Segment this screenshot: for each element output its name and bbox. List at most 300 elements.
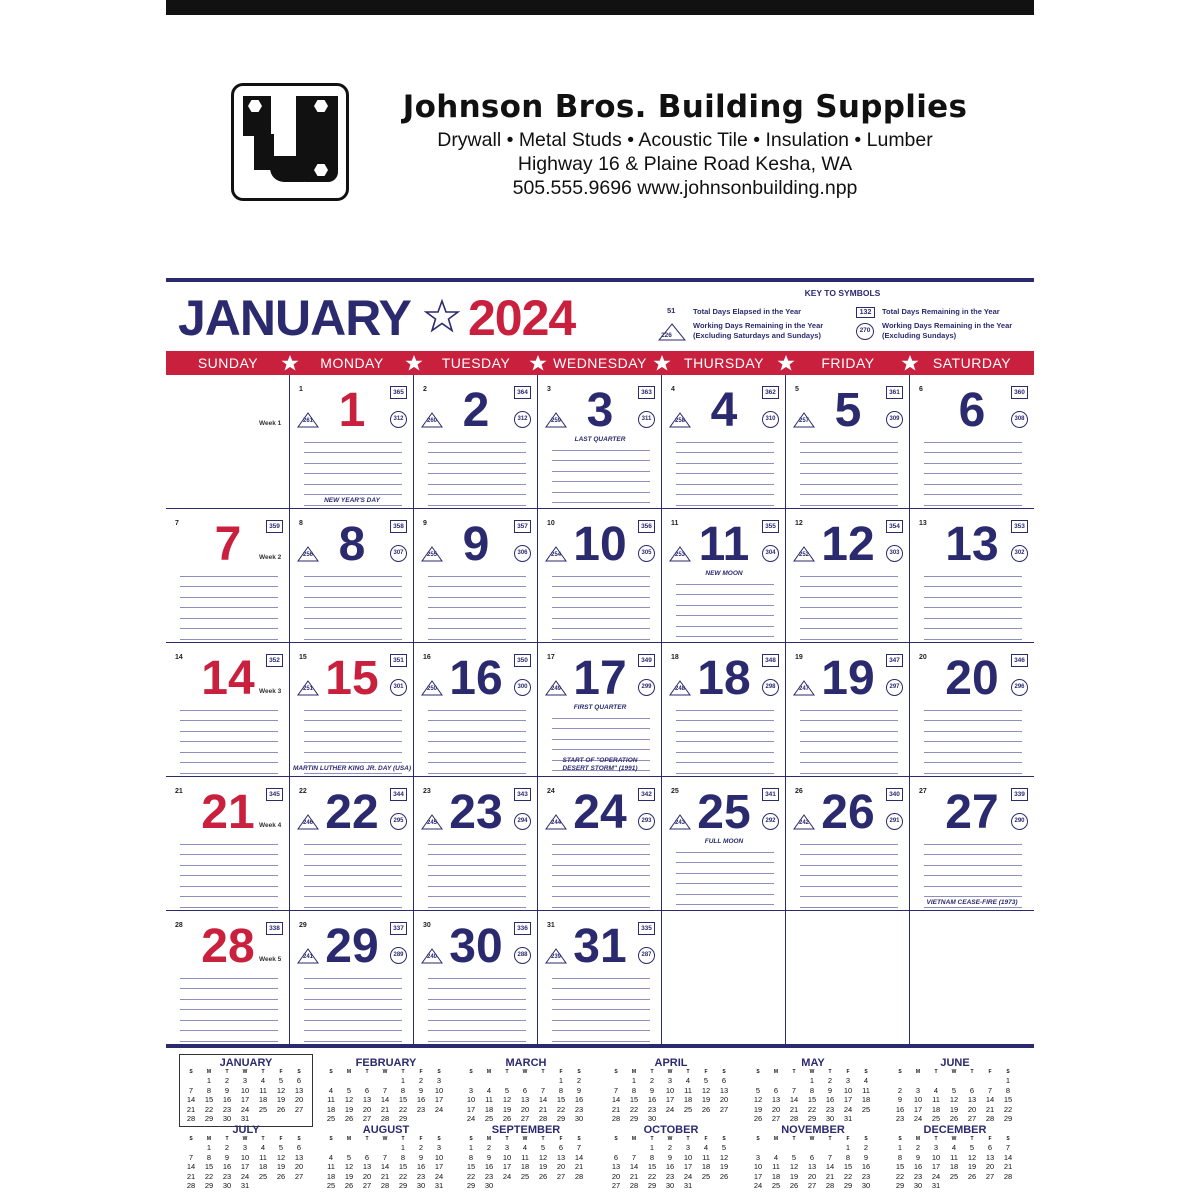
day-number: 11 xyxy=(698,518,750,571)
days-remaining-box: 342 xyxy=(638,788,655,801)
mini-month-name: JUNE xyxy=(940,1057,970,1069)
mini-day: 27 xyxy=(294,1171,304,1181)
day-number: 23 xyxy=(449,786,503,839)
mini-day: 24 xyxy=(683,1171,693,1181)
mini-day: 20 xyxy=(611,1171,621,1181)
mini-day xyxy=(290,1181,308,1191)
mini-day: 9 xyxy=(827,1085,833,1095)
mini-day: 24 xyxy=(466,1114,476,1124)
mini-day: 30 xyxy=(665,1181,675,1191)
writing-line xyxy=(304,464,402,475)
day-of-week-label: THURSDAY xyxy=(684,355,764,371)
mini-day xyxy=(322,1076,340,1086)
writing-line xyxy=(800,587,898,598)
company-info xyxy=(385,86,985,200)
working-days-circle: 289 xyxy=(390,947,407,964)
mini-dow: T xyxy=(225,1136,229,1142)
writing-line xyxy=(552,897,650,908)
mini-days xyxy=(607,1076,735,1124)
writing-line xyxy=(180,866,278,877)
working-days-triangle xyxy=(297,948,319,964)
writing-lines xyxy=(676,700,774,774)
mini-day xyxy=(999,1181,1017,1191)
mini-day: 18 xyxy=(771,1171,781,1181)
writing-line xyxy=(428,721,526,732)
writing-line xyxy=(180,753,278,764)
mini-day: 21 xyxy=(611,1104,621,1114)
writing-line xyxy=(304,979,402,990)
writing-line xyxy=(428,608,526,619)
day-of-week-label: TUESDAY xyxy=(441,355,511,371)
writing-lines xyxy=(800,566,898,640)
day-cell xyxy=(166,643,290,777)
mini-day: 13 xyxy=(520,1095,530,1105)
mini-day xyxy=(909,1076,927,1086)
writing-line xyxy=(676,763,774,774)
mini-day: 25 xyxy=(771,1181,781,1191)
mini-month-name: SEPTEMBER xyxy=(491,1124,561,1136)
mini-day: 19 xyxy=(276,1095,286,1105)
mini-day xyxy=(552,1181,570,1191)
mini-day: 25 xyxy=(931,1114,941,1124)
day-index-small: 7 xyxy=(175,520,179,527)
mini-day: 7 xyxy=(188,1152,194,1162)
writing-line xyxy=(304,855,402,866)
key-elapsed-label: Total Days Elapsed in the Year xyxy=(693,307,802,316)
mini-day: 14 xyxy=(789,1095,799,1105)
writing-lines xyxy=(552,834,650,908)
writing-line xyxy=(428,989,526,1000)
mini-day: 7 xyxy=(987,1085,993,1095)
mini-day: 11 xyxy=(684,1085,692,1095)
mini-day: 30 xyxy=(484,1181,494,1191)
day-index-small: 18 xyxy=(671,654,679,661)
day-index-small: 2 xyxy=(423,386,427,393)
writing-line xyxy=(800,474,898,485)
mini-day xyxy=(749,1076,767,1086)
mini-day: 21 xyxy=(538,1104,548,1114)
mini-day: 20 xyxy=(807,1171,817,1181)
mini-day: 17 xyxy=(665,1095,675,1105)
working-days-circle: 288 xyxy=(514,947,531,964)
mini-day: 8 xyxy=(558,1085,564,1095)
mini-dow: T xyxy=(934,1136,938,1142)
mini-day: 13 xyxy=(362,1095,372,1105)
company-address: Highway 16 & Plaine Road Kesha, WA xyxy=(517,153,853,175)
mini-day: 1 xyxy=(558,1076,564,1085)
mini-dow-row xyxy=(749,1136,877,1143)
mini-dow: W xyxy=(667,1069,673,1075)
days-remaining-box: 353 xyxy=(1011,520,1028,533)
mini-day: 17 xyxy=(913,1104,923,1114)
mini-day: 22 xyxy=(204,1104,214,1114)
writing-line xyxy=(428,1010,526,1021)
mini-day: 14 xyxy=(825,1162,835,1172)
mini-day: 9 xyxy=(649,1085,655,1095)
writing-line xyxy=(304,753,402,764)
mini-day: 7 xyxy=(791,1085,797,1095)
mini-month-name: JANUARY xyxy=(219,1057,273,1069)
day-number: 26 xyxy=(821,786,875,839)
mini-day: 25 xyxy=(949,1171,959,1181)
mini-day: 27 xyxy=(967,1114,977,1124)
mini-day: 27 xyxy=(520,1114,530,1124)
day-number: 14 xyxy=(201,652,255,705)
working-days-triangle xyxy=(297,814,319,830)
mini-day: 24 xyxy=(931,1171,941,1181)
mini-day: 13 xyxy=(294,1152,304,1162)
calendar-bottom-rule xyxy=(166,1044,1034,1048)
mini-day: 8 xyxy=(897,1152,903,1162)
mini-day: 31 xyxy=(240,1181,250,1191)
mini-dow: M xyxy=(915,1069,921,1075)
mini-days xyxy=(749,1076,877,1124)
mini-day xyxy=(749,1143,767,1153)
mini-day: 8 xyxy=(400,1085,406,1095)
mini-day: 27 xyxy=(985,1171,995,1181)
mini-day: 22 xyxy=(1003,1104,1013,1114)
days-remaining-box: 364 xyxy=(514,386,531,399)
mini-day: 27 xyxy=(807,1181,817,1191)
triangle-value: 244 xyxy=(550,820,561,826)
mini-day: 2 xyxy=(576,1076,582,1085)
mini-day: 7 xyxy=(382,1152,388,1162)
triangle-value: 255 xyxy=(426,552,437,558)
writing-line xyxy=(428,968,526,979)
mini-day xyxy=(182,1076,200,1086)
mini-dow: T xyxy=(650,1136,654,1142)
mini-day: 16 xyxy=(222,1162,232,1172)
mini-day: 15 xyxy=(398,1162,408,1172)
mini-day: 29 xyxy=(466,1181,476,1191)
writing-lines xyxy=(924,566,1022,640)
writing-lines xyxy=(180,700,278,774)
mini-day: 28 xyxy=(985,1114,995,1124)
mini-day: 21 xyxy=(186,1171,196,1181)
writing-line xyxy=(304,443,402,454)
key-workdays-label: Working Days Remaining in the Year xyxy=(693,321,824,330)
key-worksun-note: (Excluding Sundays) xyxy=(882,331,957,340)
working-days-circle: 294 xyxy=(514,813,531,830)
day-index-small: 10 xyxy=(547,520,555,527)
mini-day: 10 xyxy=(434,1085,444,1095)
mini-day: 7 xyxy=(576,1143,582,1152)
mini-month-name: DECEMBER xyxy=(923,1124,987,1136)
mini-day: 15 xyxy=(1003,1095,1013,1105)
writing-line xyxy=(180,619,278,630)
days-remaining-box: 361 xyxy=(886,386,903,399)
days-remaining-box: 360 xyxy=(1011,386,1028,399)
mini-day xyxy=(498,1181,516,1191)
writing-line xyxy=(428,1021,526,1032)
mini-dow: M xyxy=(206,1136,212,1142)
mini-day: 10 xyxy=(753,1162,763,1172)
mini-day xyxy=(945,1181,963,1191)
day-number: 9 xyxy=(462,518,490,571)
working-days-circle: 303 xyxy=(886,545,903,562)
mini-day: 12 xyxy=(344,1162,354,1172)
mini-dow: T xyxy=(934,1069,938,1075)
triangle-value: 239 xyxy=(550,954,561,960)
writing-line xyxy=(428,876,526,887)
mini-day: 11 xyxy=(772,1162,780,1172)
mini-day: 2 xyxy=(649,1076,655,1085)
writing-line xyxy=(676,895,774,906)
writing-line xyxy=(552,1010,650,1021)
writing-line xyxy=(800,566,898,577)
day-cell xyxy=(538,911,662,1045)
working-days-circle: 304 xyxy=(762,545,779,562)
writing-line xyxy=(428,897,526,908)
working-days-circle: 291 xyxy=(886,813,903,830)
writing-line xyxy=(924,495,1022,506)
day-number: 10 xyxy=(573,518,627,571)
writing-line xyxy=(924,721,1022,732)
writing-line xyxy=(304,989,402,1000)
mini-dow: T xyxy=(686,1069,690,1075)
mini-day: 14 xyxy=(380,1162,390,1172)
writing-line xyxy=(924,608,1022,619)
mini-dow-row xyxy=(462,1136,590,1143)
mini-dow: S xyxy=(297,1069,301,1075)
mini-day: 6 xyxy=(809,1152,815,1162)
mini-dow-row xyxy=(749,1069,877,1076)
triangle-value: 253 xyxy=(674,552,685,558)
writing-line xyxy=(180,897,278,908)
working-days-triangle xyxy=(297,546,319,562)
mini-day: 27 xyxy=(362,1114,372,1124)
mini-dow: S xyxy=(329,1069,333,1075)
mini-dow: S xyxy=(864,1069,868,1075)
mini-day: 10 xyxy=(931,1152,941,1162)
mini-day: 14 xyxy=(985,1095,995,1105)
writing-line xyxy=(924,587,1022,598)
working-days-triangle xyxy=(669,814,691,830)
mini-day: 19 xyxy=(538,1162,548,1172)
writing-lines xyxy=(428,566,526,640)
writing-lines xyxy=(676,842,774,905)
writing-lines xyxy=(304,968,402,1042)
day-number: 15 xyxy=(325,652,379,705)
day-index-small: 19 xyxy=(795,654,803,661)
mini-day: 4 xyxy=(863,1076,869,1085)
writing-line xyxy=(428,474,526,485)
mini-day: 11 xyxy=(327,1095,335,1105)
mini-day: 4 xyxy=(328,1152,334,1162)
writing-line xyxy=(304,566,402,577)
triangle-value: 248 xyxy=(674,686,685,692)
mini-dow: S xyxy=(1006,1136,1010,1142)
writing-line xyxy=(428,753,526,764)
days-remaining-box: 344 xyxy=(390,788,407,801)
mini-day: 6 xyxy=(522,1085,528,1095)
mini-day: 10 xyxy=(240,1152,250,1162)
mini-day: 24 xyxy=(240,1171,250,1181)
day-number: 28 xyxy=(201,920,255,973)
mini-day: 14 xyxy=(186,1095,196,1105)
mini-day: 3 xyxy=(436,1076,442,1085)
writing-line xyxy=(800,721,898,732)
mini-day: 8 xyxy=(845,1152,851,1162)
mini-day: 16 xyxy=(895,1104,905,1114)
mini-day: 4 xyxy=(703,1143,709,1152)
writing-line xyxy=(676,485,774,496)
mini-day: 5 xyxy=(540,1143,546,1152)
writing-lines xyxy=(552,566,650,640)
mini-day: 17 xyxy=(434,1095,444,1105)
working-days-triangle xyxy=(545,814,567,830)
mini-day xyxy=(785,1143,803,1153)
mini-day: 8 xyxy=(206,1085,212,1095)
mini-dow: T xyxy=(541,1069,545,1075)
mini-dow: S xyxy=(614,1069,618,1075)
mini-day xyxy=(661,1114,679,1124)
mini-day: 9 xyxy=(418,1152,424,1162)
writing-line xyxy=(676,884,774,895)
day-number: 30 xyxy=(449,920,503,973)
mini-day: 23 xyxy=(895,1114,905,1124)
mini-dow-row xyxy=(322,1069,450,1076)
day-of-week-label: WEDNESDAY xyxy=(553,355,647,371)
mini-dow: T xyxy=(261,1069,265,1075)
working-days-circle: 297 xyxy=(886,679,903,696)
mini-day: 8 xyxy=(400,1152,406,1162)
mini-day: 2 xyxy=(486,1143,492,1152)
triangle-value: 241 xyxy=(302,954,313,960)
writing-line xyxy=(800,619,898,630)
writing-line xyxy=(552,472,650,483)
mini-day: 26 xyxy=(344,1181,354,1191)
writing-line xyxy=(800,711,898,722)
mini-day: 14 xyxy=(538,1095,548,1105)
mini-day: 13 xyxy=(967,1095,977,1105)
mini-day: 14 xyxy=(186,1162,196,1172)
day-cell xyxy=(166,911,290,1045)
mini-day: 13 xyxy=(771,1095,781,1105)
mini-day: 10 xyxy=(665,1085,675,1095)
mini-day: 11 xyxy=(259,1085,267,1095)
mini-day: 18 xyxy=(701,1162,711,1172)
mini-day: 25 xyxy=(258,1104,268,1114)
top-black-bar xyxy=(166,0,1034,15)
mini-calendar xyxy=(607,1057,735,1124)
writing-line xyxy=(304,711,402,722)
mini-day: 25 xyxy=(861,1104,871,1114)
week-label: Week 5 xyxy=(259,956,282,963)
mini-day xyxy=(480,1076,498,1086)
writing-line xyxy=(552,566,650,577)
writing-lines xyxy=(428,968,526,1042)
mini-day: 18 xyxy=(258,1095,268,1105)
working-days-triangle xyxy=(421,948,443,964)
mini-day: 31 xyxy=(434,1181,444,1191)
mini-dow: F xyxy=(846,1136,850,1142)
mini-day xyxy=(715,1181,733,1191)
writing-line xyxy=(552,608,650,619)
mini-day: 8 xyxy=(206,1152,212,1162)
writing-line xyxy=(552,619,650,630)
day-number: 24 xyxy=(573,786,627,839)
mini-days xyxy=(749,1143,877,1191)
mini-day: 22 xyxy=(556,1104,566,1114)
star-icon xyxy=(424,298,460,334)
writing-line xyxy=(924,598,1022,609)
event-note: NEW MOON xyxy=(705,570,743,577)
day-cell xyxy=(910,643,1034,777)
writing-line xyxy=(676,732,774,743)
mini-day: 17 xyxy=(502,1162,512,1172)
mini-month-name: AUGUST xyxy=(362,1124,410,1136)
writing-line xyxy=(304,700,402,711)
mini-days xyxy=(462,1143,590,1191)
mini-day: 19 xyxy=(753,1104,763,1114)
writing-line xyxy=(304,474,402,485)
mini-day: 5 xyxy=(703,1076,709,1085)
mini-day: 9 xyxy=(224,1085,230,1095)
mini-day: 16 xyxy=(484,1162,494,1172)
triangle-value: 240 xyxy=(426,954,437,960)
writing-line xyxy=(552,577,650,588)
mini-day: 27 xyxy=(719,1104,729,1114)
mini-day: 15 xyxy=(556,1095,566,1105)
writing-line xyxy=(304,834,402,845)
writing-lines xyxy=(924,834,1022,908)
mini-day xyxy=(498,1076,516,1086)
mini-day: 5 xyxy=(969,1143,975,1152)
day-number: 22 xyxy=(325,786,379,839)
mini-day: 19 xyxy=(701,1095,711,1105)
triangle-value: 245 xyxy=(426,820,437,826)
writing-line xyxy=(800,443,898,454)
mini-day: 27 xyxy=(611,1181,621,1191)
mini-dow: T xyxy=(792,1136,796,1142)
mini-dow: W xyxy=(667,1136,673,1142)
writing-line xyxy=(800,887,898,898)
mini-day: 22 xyxy=(204,1171,214,1181)
mini-dow: S xyxy=(469,1069,473,1075)
day-number: 3 xyxy=(586,384,614,437)
writing-line xyxy=(676,853,774,864)
triangle-value: 261 xyxy=(302,418,313,424)
writing-line xyxy=(924,711,1022,722)
writing-lines xyxy=(304,432,402,506)
writing-line xyxy=(304,577,402,588)
mini-day: 5 xyxy=(755,1085,761,1095)
mini-day: 29 xyxy=(1003,1114,1013,1124)
working-days-triangle xyxy=(793,814,815,830)
empty-cell xyxy=(786,911,910,1045)
mini-day: 12 xyxy=(276,1085,286,1095)
writing-line xyxy=(180,855,278,866)
writing-line xyxy=(180,700,278,711)
days-remaining-box: 346 xyxy=(1011,654,1028,667)
mini-day: 24 xyxy=(434,1171,444,1181)
mini-day: 23 xyxy=(416,1104,426,1114)
working-days-circle: 307 xyxy=(390,545,407,562)
mini-day: 15 xyxy=(647,1162,657,1172)
mini-day: 4 xyxy=(260,1143,266,1152)
event-note: LAST QUARTER xyxy=(574,436,626,443)
triangle-value: 249 xyxy=(550,686,561,692)
days-remaining-box: 340 xyxy=(886,788,903,801)
mini-day xyxy=(981,1076,999,1086)
mini-day: 8 xyxy=(649,1152,655,1162)
mini-day: 30 xyxy=(913,1181,923,1191)
mini-day: 31 xyxy=(240,1114,250,1124)
writing-line xyxy=(676,700,774,711)
mini-day: 6 xyxy=(969,1085,975,1095)
writing-line xyxy=(304,721,402,732)
